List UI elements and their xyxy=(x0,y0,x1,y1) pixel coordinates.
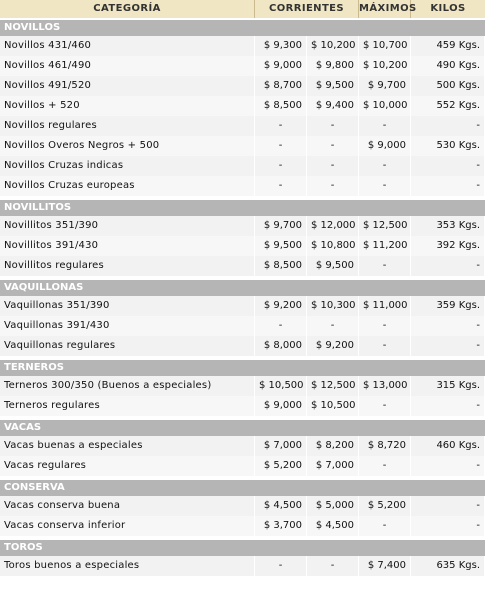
maximo-cell: $ 11,200 xyxy=(359,236,411,256)
category-cell: Novillos Cruzas europeas xyxy=(0,176,255,196)
kilos-cell: - xyxy=(411,176,485,196)
category-cell: Novillos 461/490 xyxy=(0,56,255,76)
table-header xyxy=(0,0,485,18)
corriente-min-cell: $ 8,500 xyxy=(255,96,307,116)
maximo-cell: - xyxy=(359,116,411,136)
category-cell: Novillitos regulares xyxy=(0,256,255,276)
corriente-max-cell: $ 7,000 xyxy=(307,456,359,476)
category-cell: Vacas conserva buena xyxy=(0,496,255,516)
header-categoria: CATEGORÍA xyxy=(0,0,255,18)
table-row xyxy=(0,436,485,456)
table-row xyxy=(0,96,485,116)
section-header xyxy=(0,540,485,556)
category-cell: Novillos Overos Negros + 500 xyxy=(0,136,255,156)
kilos-cell: 635 Kgs. xyxy=(411,556,485,576)
maximo-cell: $ 5,200 xyxy=(359,496,411,516)
corriente-max-cell: $ 10,800 xyxy=(307,236,359,256)
kilos-cell: - xyxy=(411,496,485,516)
corriente-min-cell: $ 8,500 xyxy=(255,256,307,276)
corriente-min-cell: - xyxy=(255,116,307,136)
category-cell: Novillos Cruzas indicas xyxy=(0,156,255,176)
maximo-cell: $ 7,400 xyxy=(359,556,411,576)
maximo-cell: - xyxy=(359,176,411,196)
table-row xyxy=(0,256,485,276)
corriente-max-cell: $ 9,500 xyxy=(307,76,359,96)
section-header xyxy=(0,280,485,296)
category-cell: Vacas buenas a especiales xyxy=(0,436,255,456)
maximo-cell: $ 12,500 xyxy=(359,216,411,236)
section-title: TERNEROS xyxy=(4,362,64,373)
maximo-cell: - xyxy=(359,396,411,416)
maximo-cell: $ 13,000 xyxy=(359,376,411,396)
maximo-cell: $ 9,000 xyxy=(359,136,411,156)
maximo-cell: $ 10,700 xyxy=(359,36,411,56)
maximo-cell: - xyxy=(359,256,411,276)
table-row xyxy=(0,116,485,136)
section-title: CONSERVA xyxy=(4,482,65,493)
corriente-min-cell: $ 5,200 xyxy=(255,456,307,476)
section-title: VACAS xyxy=(4,422,42,433)
kilos-cell: 490 Kgs. xyxy=(411,56,485,76)
category-cell: Toros buenos a especiales xyxy=(0,556,255,576)
corriente-max-cell: $ 10,200 xyxy=(307,36,359,56)
corriente-min-cell: $ 4,500 xyxy=(255,496,307,516)
kilos-cell: 460 Kgs. xyxy=(411,436,485,456)
corriente-max-cell: $ 9,200 xyxy=(307,336,359,356)
section-title: TOROS xyxy=(4,542,43,553)
corriente-min-cell: $ 8,000 xyxy=(255,336,307,356)
kilos-cell: - xyxy=(411,156,485,176)
category-cell: Vacas conserva inferior xyxy=(0,516,255,536)
table-row xyxy=(0,396,485,416)
kilos-cell: 392 Kgs. xyxy=(411,236,485,256)
kilos-cell: - xyxy=(411,396,485,416)
corriente-max-cell: $ 5,000 xyxy=(307,496,359,516)
table-row xyxy=(0,236,485,256)
kilos-cell: 552 Kgs. xyxy=(411,96,485,116)
table-row xyxy=(0,296,485,316)
corriente-max-cell: - xyxy=(307,316,359,336)
header-maximos: MÁXIMOS xyxy=(359,0,411,18)
category-cell: Vaquillonas 391/430 xyxy=(0,316,255,336)
corriente-min-cell: $ 3,700 xyxy=(255,516,307,536)
corriente-max-cell: $ 10,500 xyxy=(307,396,359,416)
kilos-cell: - xyxy=(411,256,485,276)
corriente-min-cell: $ 9,500 xyxy=(255,236,307,256)
maximo-cell: - xyxy=(359,336,411,356)
maximo-cell: $ 10,000 xyxy=(359,96,411,116)
corriente-max-cell: - xyxy=(307,556,359,576)
maximo-cell: - xyxy=(359,516,411,536)
table-row xyxy=(0,556,485,576)
corriente-min-cell: $ 7,000 xyxy=(255,436,307,456)
corriente-max-cell: $ 12,000 xyxy=(307,216,359,236)
corriente-min-cell: $ 9,000 xyxy=(255,396,307,416)
table-row xyxy=(0,316,485,336)
corriente-max-cell: $ 12,500 xyxy=(307,376,359,396)
table-row xyxy=(0,136,485,156)
table-row xyxy=(0,516,485,536)
category-cell: Novillos regulares xyxy=(0,116,255,136)
maximo-cell: - xyxy=(359,156,411,176)
kilos-cell: - xyxy=(411,316,485,336)
corriente-max-cell: $ 4,500 xyxy=(307,516,359,536)
kilos-cell: - xyxy=(411,456,485,476)
maximo-cell: $ 10,200 xyxy=(359,56,411,76)
category-cell: Vacas regulares xyxy=(0,456,255,476)
section-title: NOVILLOS xyxy=(4,22,61,33)
corriente-min-cell: - xyxy=(255,176,307,196)
table-row xyxy=(0,456,485,476)
table-row xyxy=(0,56,485,76)
kilos-cell: 359 Kgs. xyxy=(411,296,485,316)
corriente-min-cell: $ 10,500 xyxy=(255,376,307,396)
corriente-max-cell: $ 9,400 xyxy=(307,96,359,116)
table-row xyxy=(0,36,485,56)
category-cell: Novillos 491/520 xyxy=(0,76,255,96)
maximo-cell: $ 11,000 xyxy=(359,296,411,316)
corriente-max-cell: $ 9,800 xyxy=(307,56,359,76)
corriente-max-cell: - xyxy=(307,176,359,196)
corriente-min-cell: $ 9,000 xyxy=(255,56,307,76)
corriente-min-cell: - xyxy=(255,136,307,156)
section-header xyxy=(0,420,485,436)
category-cell: Terneros regulares xyxy=(0,396,255,416)
corriente-min-cell: - xyxy=(255,156,307,176)
maximo-cell: - xyxy=(359,456,411,476)
kilos-cell: 459 Kgs. xyxy=(411,36,485,56)
section-header xyxy=(0,360,485,376)
header-corrientes: CORRIENTES xyxy=(255,0,359,18)
corriente-min-cell: $ 9,300 xyxy=(255,36,307,56)
category-cell: Novillitos 391/430 xyxy=(0,236,255,256)
table-row xyxy=(0,76,485,96)
kilos-cell: 315 Kgs. xyxy=(411,376,485,396)
section-header xyxy=(0,200,485,216)
corriente-max-cell: - xyxy=(307,116,359,136)
kilos-cell: - xyxy=(411,336,485,356)
corriente-max-cell: $ 10,300 xyxy=(307,296,359,316)
corriente-max-cell: - xyxy=(307,156,359,176)
kilos-cell: 530 Kgs. xyxy=(411,136,485,156)
table-row xyxy=(0,376,485,396)
section-title: NOVILLITOS xyxy=(4,202,72,213)
corriente-min-cell: $ 9,700 xyxy=(255,216,307,236)
kilos-cell: - xyxy=(411,516,485,536)
maximo-cell: $ 9,700 xyxy=(359,76,411,96)
section-header xyxy=(0,480,485,496)
category-cell: Vaquillonas 351/390 xyxy=(0,296,255,316)
kilos-cell: 353 Kgs. xyxy=(411,216,485,236)
corriente-max-cell: - xyxy=(307,136,359,156)
table-row xyxy=(0,496,485,516)
category-cell: Novillos 431/460 xyxy=(0,36,255,56)
table-row xyxy=(0,216,485,236)
corriente-min-cell: - xyxy=(255,316,307,336)
corriente-min-cell: $ 9,200 xyxy=(255,296,307,316)
category-cell: Terneros 300/350 (Buenos a especiales) xyxy=(0,376,255,396)
category-cell: Vaquillonas regulares xyxy=(0,336,255,356)
category-cell: Novillitos 351/390 xyxy=(0,216,255,236)
maximo-cell: $ 8,720 xyxy=(359,436,411,456)
corriente-min-cell: - xyxy=(255,556,307,576)
section-header xyxy=(0,20,485,36)
table-row xyxy=(0,336,485,356)
section-title: VAQUILLONAS xyxy=(4,282,84,293)
kilos-cell: 500 Kgs. xyxy=(411,76,485,96)
category-cell: Novillos + 520 xyxy=(0,96,255,116)
maximo-cell: - xyxy=(359,316,411,336)
table-row xyxy=(0,176,485,196)
corriente-max-cell: $ 9,500 xyxy=(307,256,359,276)
corriente-min-cell: $ 8,700 xyxy=(255,76,307,96)
header-kilos: KILOS xyxy=(430,3,466,14)
corriente-max-cell: $ 8,200 xyxy=(307,436,359,456)
kilos-cell: - xyxy=(411,116,485,136)
table-row xyxy=(0,156,485,176)
